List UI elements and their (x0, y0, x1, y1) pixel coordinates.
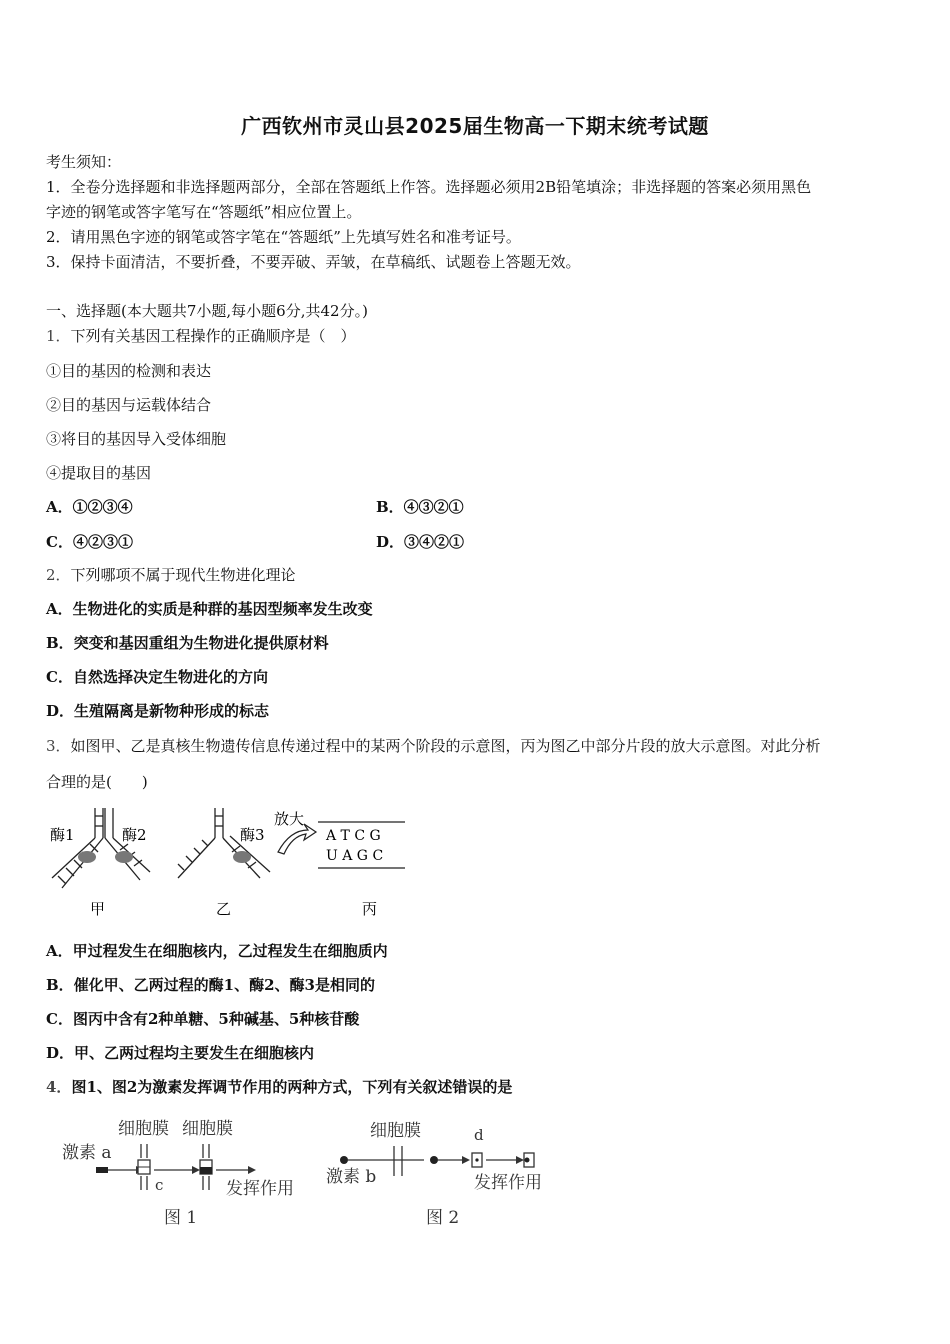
notice-line: 字迹的钢笔或答字笔写在“答题纸”相应位置上。 (46, 203, 362, 221)
option-c: C．④②③① (46, 533, 133, 551)
receptor-dot (525, 1158, 530, 1163)
option-a: A．甲过程发生在细胞核内，乙过程发生在细胞质内 (46, 942, 388, 960)
hormone-block (96, 1167, 108, 1173)
figure-1-label: 图 1 (164, 1208, 198, 1228)
zoom-label: 放大 (274, 810, 305, 828)
membrane-lines (141, 1144, 209, 1190)
question-text: 下列有关基因工程操作的正确顺序是（ ） (70, 327, 356, 345)
dna-sequence: A T C G (326, 828, 381, 844)
arrow-head (462, 1156, 470, 1164)
question-text: 如图甲、乙是真核生物遗传信息传递过程中的某两个阶段的示意图，丙为图乙中部分片段的放大示意图。对此分析 (70, 737, 821, 755)
enzyme1-label: 酶1 (50, 826, 75, 844)
effect-label: 发挥作用 (226, 1179, 294, 1199)
enzyme-blob (115, 851, 133, 863)
question-2 (46, 565, 296, 585)
membrane-label: 细胞膜 (182, 1119, 233, 1139)
option-d: D．生殖隔离是新物种形成的标志 (46, 702, 270, 720)
hormone-dot (430, 1156, 438, 1164)
option-d: D．甲、乙两过程均主要发生在细胞核内 (46, 1044, 315, 1062)
option-d: D．③④②① (376, 533, 465, 551)
zoom-arrow-icon (278, 824, 316, 854)
option-c: C．自然选择决定生物进化的方向 (46, 668, 268, 686)
membrane-label: 细胞膜 (370, 1121, 421, 1141)
question-number: 1． (46, 327, 71, 345)
question-text: 图1、图2为激素发挥调节作用的两种方式，下列有关叙述错误的是 (71, 1078, 513, 1096)
list-item: ④提取目的基因 (46, 464, 152, 482)
list-item: ②目的基因与运载体结合 (46, 396, 212, 414)
question-4 (46, 1077, 512, 1097)
notice-line: 3．保持卡面清洁，不要折叠，不要弄破、弄皱，在草稿纸、试题卷上答题无效。 (46, 253, 581, 271)
arrow-head (516, 1156, 524, 1164)
hormone-a-label: 激素 a (62, 1143, 112, 1163)
question-3 (46, 736, 821, 756)
list-item: ③将目的基因导入受体细胞 (46, 430, 227, 448)
option-a: A．生物进化的实质是种群的基因型频率发生改变 (46, 600, 373, 618)
arrow-head (248, 1166, 256, 1174)
notice-line: 1．全卷分选择题和非选择题两部分，全部在答题纸上作答。选择题必须用2B铅笔填涂；非选择题的答案必须用黑色 (46, 178, 812, 196)
label-c: c (155, 1176, 164, 1194)
hormone-regulation-figure (58, 1112, 568, 1232)
figure-2-label: 图 2 (426, 1208, 460, 1228)
section-heading: 一、选择题(本大题共7小题,每小题6分,共42分。) (46, 302, 368, 320)
question-number: 4． (46, 1078, 72, 1096)
enzyme3-label: 酶3 (240, 826, 265, 844)
option-c: C．图丙中含有2种单糖、5种碱基、5种核苷酸 (46, 1010, 360, 1028)
replication-fork (52, 808, 150, 888)
hormone-b-label: 激素 b (326, 1167, 377, 1187)
receptor-bound (200, 1167, 212, 1174)
label-d: d (474, 1126, 484, 1144)
dna-replication-transcription-figure (40, 800, 420, 925)
question-1 (46, 326, 356, 346)
notice-heading: 考生须知： (46, 153, 122, 171)
figure-label-jia: 甲 (90, 900, 106, 918)
option-b: B．突变和基因重组为生物进化提供原材料 (46, 634, 329, 652)
option-b: B．催化甲、乙两过程的酶1、酶2、酶3是相同的 (46, 976, 375, 994)
page-title: 广西钦州市灵山县2025届生物高一下期末统考试题 (241, 114, 709, 138)
question-number: 3． (46, 737, 71, 755)
receptor-dot (475, 1158, 478, 1161)
rna-sequence: U A G C (326, 848, 384, 864)
effect-label: 发挥作用 (474, 1173, 542, 1193)
figure-label-bing: 丙 (362, 900, 378, 918)
enzyme-blob (78, 851, 96, 863)
arrow-head (192, 1166, 200, 1174)
notice-line: 2．请用黑色字迹的钢笔或答字笔在“答题纸”上先填写姓名和准考证号。 (46, 228, 521, 246)
enzyme-blob (233, 851, 251, 863)
membrane-label: 细胞膜 (118, 1119, 169, 1139)
option-a: A．①②③④ (46, 498, 133, 516)
enzyme2-label: 酶2 (122, 826, 147, 844)
question-text-cont: 合理的是( ) (46, 773, 148, 791)
hormone-dot (340, 1156, 348, 1164)
question-text: 下列哪项不属于现代生物进化理论 (70, 566, 296, 584)
list-item: ①目的基因的检测和表达 (46, 362, 212, 380)
option-b: B．④③②① (376, 498, 464, 516)
figure-label-yi: 乙 (216, 900, 232, 918)
question-number: 2． (46, 566, 71, 584)
